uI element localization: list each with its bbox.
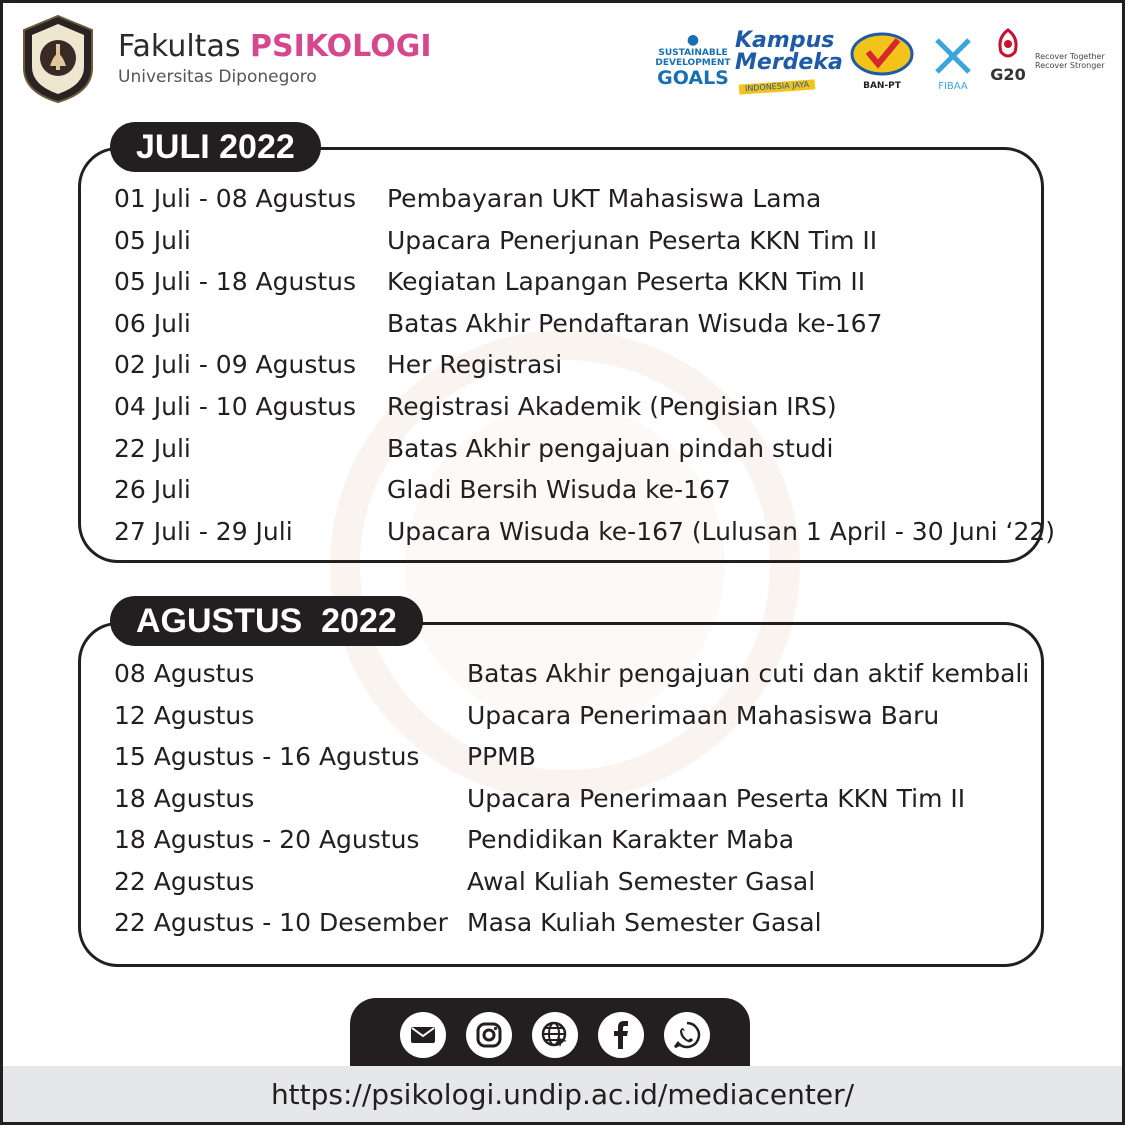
schedule-event: Upacara Penerimaan Mahasiswa Baru xyxy=(467,700,940,730)
schedule-date: 05 Juli - 18 Agustus xyxy=(114,267,357,297)
schedule-event: Awal Kuliah Semester Gasal xyxy=(467,866,816,896)
website-icon[interactable] xyxy=(532,1012,578,1058)
kampus-tag: INDONESIA JAYA xyxy=(739,79,816,94)
schedule-event: Registrasi Akademik (Pengisian IRS) xyxy=(387,391,837,421)
schedule-date: 22 Agustus - 10 Desember xyxy=(114,908,448,937)
schedule-event: Gladi Bersih Wisuda ke-167 xyxy=(387,475,731,505)
schedule-date: 02 Juli - 09 Agustus xyxy=(114,350,357,380)
sdg-line2: DEVELOPMENT xyxy=(655,58,731,68)
schedule-event: Pembayaran UKT Mahasiswa Lama xyxy=(387,184,822,213)
faculty-prefix: Fakultas xyxy=(118,29,241,64)
schedule-event: Kegiatan Lapangan Peserta KKN Tim II xyxy=(387,267,866,297)
sdg-line1: SUSTAINABLE xyxy=(658,48,728,58)
schedule-date: 27 Juli - 29 Juli xyxy=(114,516,293,546)
schedule-date: 18 Agustus - 20 Agustus xyxy=(114,825,420,854)
kampus-merdeka-logo xyxy=(735,30,845,93)
kampus-line2: Merdeka xyxy=(735,50,843,75)
schedule-date: 08 Agustus xyxy=(114,659,255,688)
fibaa-label: FIBAA xyxy=(938,81,968,92)
g20-logo xyxy=(985,28,1031,94)
g20-label: G20 xyxy=(990,65,1026,84)
instagram-icon[interactable] xyxy=(466,1012,512,1058)
banpt-label: BAN-PT xyxy=(863,81,901,91)
whatsapp-icon[interactable] xyxy=(664,1012,710,1058)
faculty-name: PSIKOLOGI xyxy=(250,29,432,64)
schedule-event: Her Registrasi xyxy=(387,350,563,380)
agustus-section-title: AGUSTUS 2022 xyxy=(110,596,423,646)
schedule-date: 12 Agustus xyxy=(114,700,255,730)
schedule-date: 05 Juli xyxy=(114,225,191,255)
fibaa-logo xyxy=(931,36,975,92)
juli-section-title: JULI 2022 xyxy=(110,122,321,172)
mediacenter-url[interactable]: https://psikologi.undip.ac.id/mediacenter/ xyxy=(270,1078,855,1111)
schedule-event: Upacara Penerimaan Peserta KKN Tim II xyxy=(467,783,966,813)
faculty-title xyxy=(118,30,432,64)
schedule-date: 15 Agustus - 16 Agustus xyxy=(114,742,420,771)
undip-seal-logo xyxy=(20,14,96,104)
banpt-emblem-icon xyxy=(850,32,914,76)
schedule-date: 04 Juli - 10 Agustus xyxy=(114,391,357,421)
schedule-event: Batas Akhir Pendaftaran Wisuda ke-167 xyxy=(387,308,883,338)
sdg-goals: GOALS xyxy=(657,67,729,89)
faculty-brand xyxy=(118,30,432,88)
recover-line1: Recover Together xyxy=(1035,52,1105,61)
schedule-event: Upacara Wisuda ke-167 (Lulusan 1 April - 30 Juni ‘22) xyxy=(387,516,1056,546)
partner-logos xyxy=(655,28,1105,98)
schedule-date: 18 Agustus xyxy=(114,783,255,813)
university-name: Universitas Diponegoro xyxy=(118,67,317,87)
recover-line2: Recover Stronger xyxy=(1035,61,1105,70)
schedule-event: PPMB xyxy=(467,742,536,771)
schedule-date: 22 Agustus xyxy=(114,866,255,896)
g20-emblem-icon xyxy=(985,28,1031,62)
social-media-bar xyxy=(350,998,750,1066)
facebook-icon[interactable] xyxy=(598,1012,644,1058)
kampus-line1: Kampus xyxy=(735,28,835,53)
schedule-event: Masa Kuliah Semester Gasal xyxy=(467,908,822,937)
schedule-event: Pendidikan Karakter Maba xyxy=(467,825,795,854)
schedule-date: 22 Juli xyxy=(114,433,191,463)
banpt-logo xyxy=(850,32,914,91)
fibaa-emblem-icon xyxy=(931,36,975,76)
email-icon[interactable] xyxy=(400,1012,446,1058)
schedule-date: 01 Juli - 08 Agustus xyxy=(114,184,357,213)
schedule-date: 26 Juli xyxy=(114,475,191,505)
schedule-event: Batas Akhir pengajuan pindah studi xyxy=(387,433,834,463)
un-emblem-icon: ● xyxy=(686,32,700,48)
schedule-event: Upacara Penerjunan Peserta KKN Tim II xyxy=(387,225,878,255)
recover-tagline xyxy=(1035,52,1110,70)
sdg-logo xyxy=(655,32,731,88)
schedule-event: Batas Akhir pengajuan cuti dan aktif kembali xyxy=(467,659,1030,688)
schedule-date: 06 Juli xyxy=(114,308,191,338)
